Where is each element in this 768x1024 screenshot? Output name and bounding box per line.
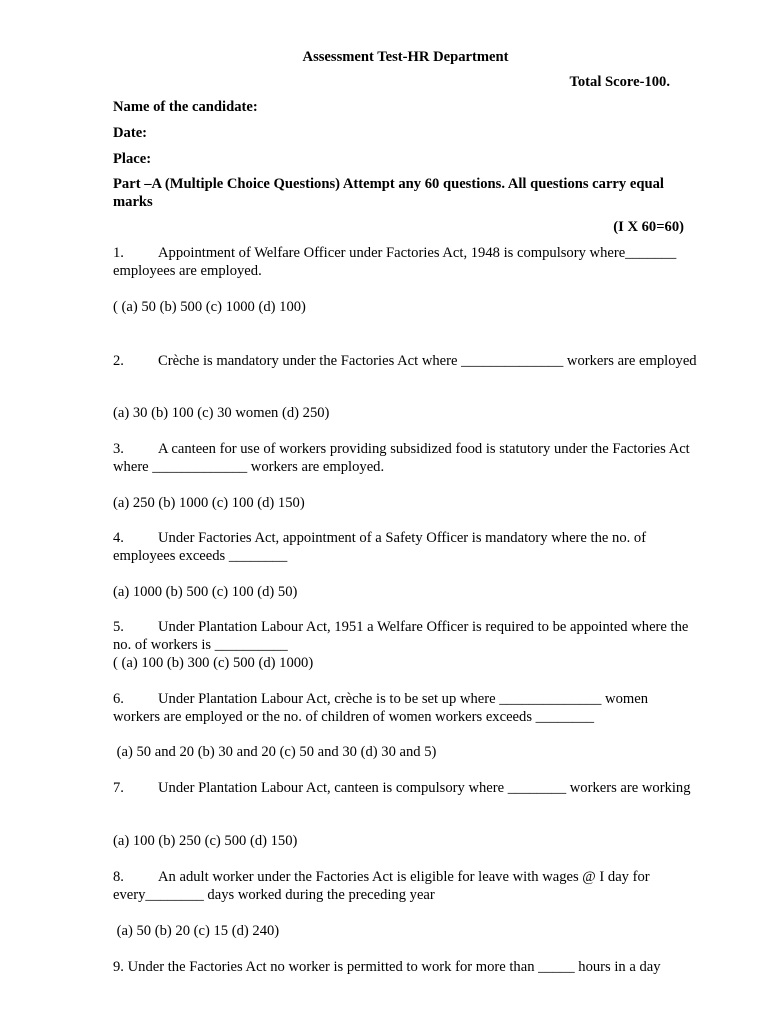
question-text: Crèche is mandatory under the Factories Act where ______________ workers are employed: [158, 353, 697, 369]
question-text: A canteen for use of workers providing subsidized food is statutory under the Factories Act where _____________ workers are employed.: [113, 441, 690, 475]
question-number: 5.: [113, 619, 124, 635]
part-a-marks: (I X 60=60): [613, 219, 684, 235]
question-4: [113, 529, 698, 565]
question-5: [113, 618, 698, 654]
place-label: Place:: [113, 151, 152, 167]
question-6: [113, 690, 698, 726]
question-text: Under Factories Act, appointment of a Safety Officer is mandatory where the no. of employees exceeds ________: [113, 530, 647, 564]
candidate-name-label: Name of the candidate:: [113, 99, 258, 115]
question-7-options: (a) 100 (b) 250 (c) 500 (d) 150): [113, 833, 298, 849]
question-number: 6.: [113, 691, 124, 707]
question-number: 1.: [113, 245, 124, 261]
question-number: 9.: [113, 959, 124, 975]
question-2: [113, 352, 698, 370]
total-score: Total Score-100.: [569, 74, 670, 90]
question-text: Under Plantation Labour Act, canteen is compulsory where ________ workers are working: [158, 780, 691, 796]
document-page: [113, 0, 698, 1024]
question-8: [113, 868, 698, 904]
question-text: An adult worker under the Factories Act is eligible for leave with wages @ I day for every________ days worked during the preceding year: [113, 869, 650, 903]
question-text: Under the Factories Act no worker is permitted to work for more than _____ hours in a day: [127, 959, 661, 975]
question-number: 2.: [113, 353, 124, 369]
question-number: 3.: [113, 441, 124, 457]
question-text: Under Plantation Labour Act, crèche is to be set up where ______________ women workers are employed or the no. of children of women workers exceeds ________: [113, 691, 648, 725]
question-6-options: (a) 50 and 20 (b) 30 and 20 (c) 50 and 30 (d) 30 and 5): [113, 744, 437, 760]
date-label: Date:: [113, 125, 148, 141]
document-title-text: Assessment Test-HR Department: [302, 49, 509, 65]
question-4-options: (a) 1000 (b) 500 (c) 100 (d) 50): [113, 584, 298, 600]
question-number: 7.: [113, 780, 124, 796]
question-3-options: (a) 250 (b) 1000 (c) 100 (d) 150): [113, 495, 305, 511]
document-title: [113, 48, 698, 66]
question-text: Under Plantation Labour Act, 1951 a Welfare Officer is required to be appointed where the no. of workers is __________: [113, 619, 689, 653]
part-a-instructions: Part –A (Multiple Choice Questions) Attempt any 60 questions. All questions carry equal marks: [113, 176, 664, 210]
question-text: Appointment of Welfare Officer under Factories Act, 1948 is compulsory where_______ employees are employed.: [113, 245, 677, 279]
question-8-options: (a) 50 (b) 20 (c) 15 (d) 240): [113, 923, 280, 939]
question-1-options: ( (a) 50 (b) 500 (c) 1000 (d) 100): [113, 299, 306, 315]
question-1: [113, 244, 698, 280]
question-9: [113, 958, 698, 976]
question-3: [113, 440, 698, 476]
question-number: 8.: [113, 869, 124, 885]
question-5-options: ( (a) 100 (b) 300 (c) 500 (d) 1000): [113, 655, 314, 671]
question-number: 4.: [113, 530, 124, 546]
question-7: [113, 779, 698, 797]
question-2-options: (a) 30 (b) 100 (c) 30 women (d) 250): [113, 405, 330, 421]
